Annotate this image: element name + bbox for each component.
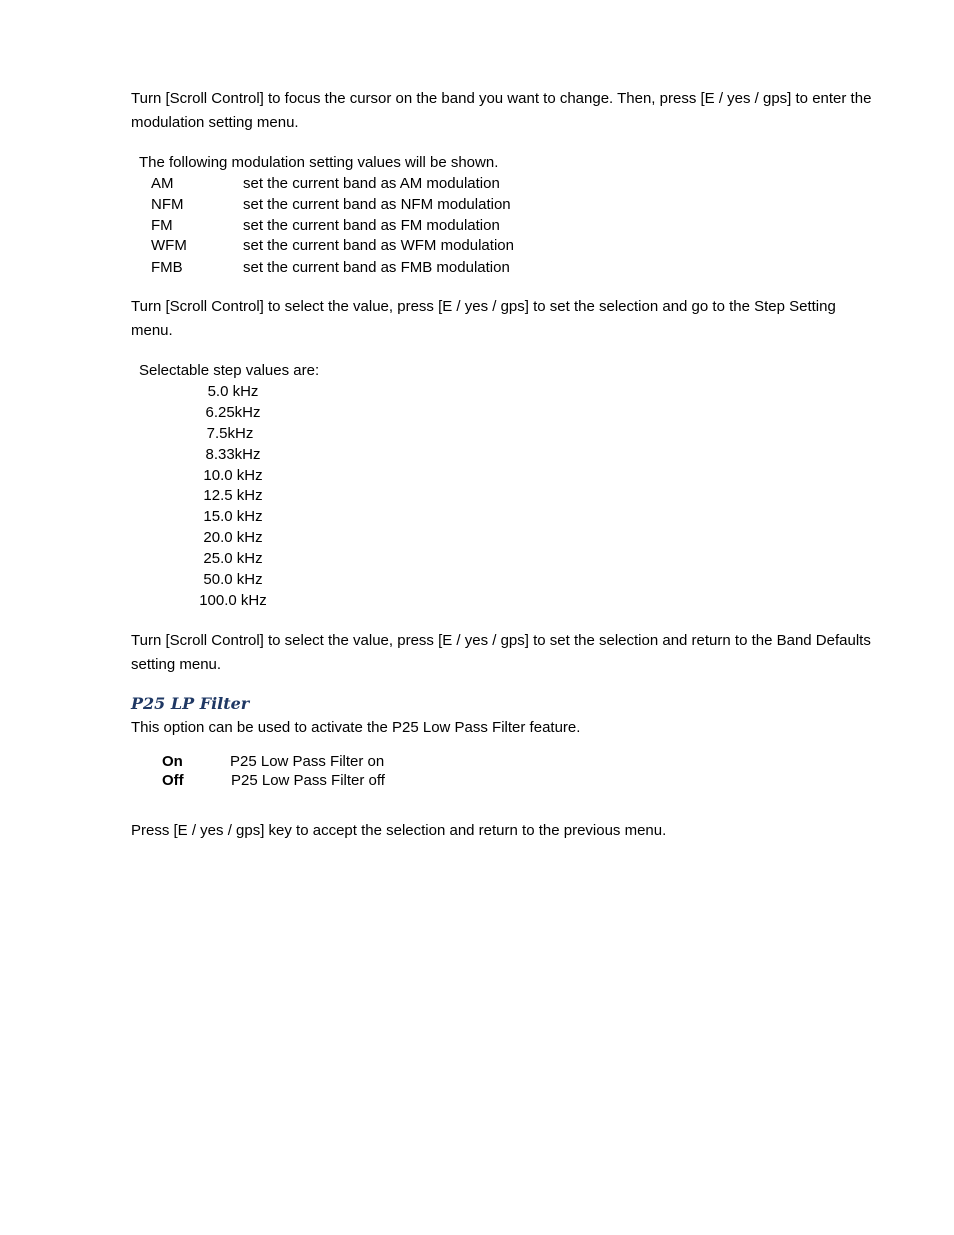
modulation-desc: set the current band as WFM modulation bbox=[243, 237, 514, 254]
option-desc: P25 Low Pass Filter on bbox=[230, 753, 385, 770]
modulation-code: WFM bbox=[151, 237, 187, 254]
step-value: 10.0 kHz bbox=[203, 467, 263, 484]
after-modulation-paragraph: Turn [Scroll Control] to select the value, press [E / yes / gps] to set the selection and go to the Step Setting menu. bbox=[131, 298, 836, 339]
modulation-code: FMB bbox=[151, 259, 183, 276]
step-value: 25.0 kHz bbox=[203, 550, 263, 567]
option-code: On bbox=[162, 753, 183, 770]
modulation-desc: set the current band as FMB modulation bbox=[243, 259, 510, 276]
step-value: 12.5 kHz bbox=[203, 487, 263, 504]
modulation-code: AM bbox=[151, 175, 174, 192]
section-footer: Press [E / yes / gps] key to accept the selection and return to the previous menu. bbox=[131, 822, 667, 839]
section-description: This option can be used to activate the P25 Low Pass Filter feature. bbox=[131, 719, 581, 736]
step-value: 7.5kHz bbox=[206, 425, 254, 442]
step-value: 20.0 kHz bbox=[203, 529, 263, 546]
modulation-desc: set the current band as NFM modulation bbox=[243, 196, 511, 213]
section-heading: P25 LP Filter bbox=[131, 694, 250, 713]
modulation-code: NFM bbox=[151, 196, 184, 213]
step-value: 100.0 kHz bbox=[199, 592, 267, 609]
modulation-desc: set the current band as AM modulation bbox=[243, 175, 500, 192]
modulation-desc: set the current band as FM modulation bbox=[243, 217, 500, 234]
step-value: 15.0 kHz bbox=[203, 508, 263, 525]
steps-lead: Selectable step values are: bbox=[139, 362, 320, 379]
step-value: 6.25kHz bbox=[205, 404, 261, 421]
modulation-lead: The following modulation setting values will be shown. bbox=[139, 154, 499, 171]
modulation-code: FM bbox=[151, 217, 173, 234]
option-code: Off bbox=[162, 772, 184, 789]
after-steps-paragraph: Turn [Scroll Control] to select the value, press [E / yes / gps] to set the selection and return to the Band Defaults setting menu. bbox=[131, 632, 871, 673]
option-desc: P25 Low Pass Filter off bbox=[231, 772, 385, 789]
step-value: 8.33kHz bbox=[205, 446, 261, 463]
step-value: 50.0 kHz bbox=[203, 571, 263, 588]
intro-paragraph: Turn [Scroll Control] to focus the cursor on the band you want to change. Then, press [E / yes / gps] to enter the modulation setting menu. bbox=[131, 90, 872, 131]
step-value: 5.0 kHz bbox=[207, 383, 259, 400]
